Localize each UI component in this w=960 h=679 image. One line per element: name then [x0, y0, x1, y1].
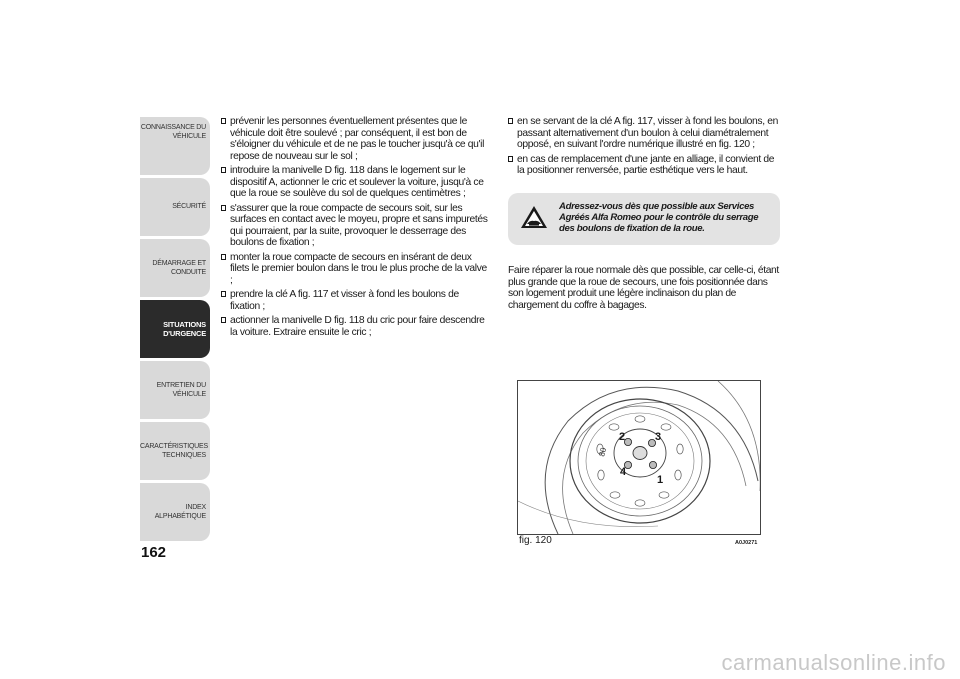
list-item	[221, 252, 491, 287]
list-item	[508, 116, 783, 151]
checkbox-bullet-icon	[221, 291, 226, 297]
checkbox-bullet-icon	[221, 254, 226, 260]
list-item	[508, 154, 783, 177]
bolt-label: 3	[655, 431, 662, 443]
watermark: carmanualsonline.info	[721, 650, 946, 675]
tab-situations-d-urgence[interactable]	[140, 300, 210, 358]
checkbox-bullet-icon	[508, 118, 513, 124]
tab-label: CONNAISSANCE DU VÉHICULE	[140, 124, 206, 140]
warning-triangle-icon	[520, 205, 548, 229]
checkbox-bullet-icon	[221, 167, 226, 173]
figure-wheel-bolt-order	[517, 380, 761, 535]
tab-label: DÉMARRAGE ET CONDUITE	[152, 260, 206, 276]
list-item-text: introduire la manivelle D fig. 118 dans le logement sur le dispositif A, actionner le cric et soulever la voiture, jusqu'à ce que la roue se soulève du sol de quelques centimètres ;	[230, 165, 484, 199]
page-number: 162	[141, 544, 167, 561]
rim-marking: 80	[597, 446, 609, 458]
instruction-list	[508, 116, 783, 177]
tab-entretien-du-vehicule[interactable]	[140, 361, 210, 419]
tab-label: INDEX ALPHABÉTIQUE	[154, 504, 206, 520]
list-item-text: s'assurer que la roue compacte de secours soit, sur les surfaces en contact avec le moyeu, propre et sans impuretés qui pourraient, par la suite, provoquer le desserrage des boulons de fixation ;	[230, 202, 488, 248]
tab-caracteristiques-techniques[interactable]	[140, 422, 210, 480]
bolt-label: 4	[620, 466, 627, 478]
list-item	[221, 315, 491, 338]
list-item	[221, 116, 491, 162]
figure-code: A0J0271	[735, 540, 758, 546]
warning-text: Adressez-vous dès que possible aux Services Agréés Alfa Romeo pour le contrôle du serrage des boulons de fixation de la roue.	[559, 201, 759, 234]
checkbox-bullet-icon	[221, 205, 226, 211]
tab-index-alphabetique[interactable]	[140, 483, 210, 541]
list-item	[221, 165, 491, 200]
list-item-text: prévenir les personnes éventuellement présentes que le véhicule doit être soulevé ; par conséquent, il est bon de s'éloigner du véhicule et de ne pas le toucher jusqu'à ce qu'il repose de nouveau sur le sol ;	[230, 116, 485, 162]
bolt-label: 1	[657, 474, 664, 486]
list-item	[221, 289, 491, 312]
instruction-list	[221, 116, 491, 338]
tab-label: SITUATIONS D'URGENCE	[163, 320, 206, 338]
figure-caption: fig. 120	[519, 535, 552, 546]
right-column	[508, 116, 783, 180]
list-item-text: monter la roue compacte de secours en insérant de deux filets le premier boulon dans le trou le plus proche de la valve ;	[230, 251, 487, 286]
left-column	[221, 116, 491, 341]
tab-demarrage-et-conduite[interactable]	[140, 239, 210, 297]
list-item-text: en se servant de la clé A fig. 117, visser à fond les boulons, en passant alternativement d'un boulon à celui diamétralement opposé, en suivant l'ordre numérique illustré en fig. 120 ;	[517, 116, 778, 150]
checkbox-bullet-icon	[508, 156, 513, 162]
wheel-illustration	[518, 381, 760, 534]
checkbox-bullet-icon	[221, 118, 226, 124]
list-item-text: prendre la clé A fig. 117 et visser à fond les boulons de fixation ;	[230, 289, 459, 312]
tab-label: ENTRETIEN DU VÉHICULE	[156, 382, 206, 398]
list-item-text: actionner la manivelle D fig. 118 du cric pour faire descendre la voiture. Extraire ensuite le cric ;	[230, 315, 485, 338]
tab-label: SÉCURITÉ	[172, 203, 206, 210]
tab-label: CARACTÉRISTIQUES TECHNIQUES	[140, 443, 208, 459]
body-paragraph: Faire réparer la roue normale dès que possible, car celle-ci, étant plus grande que la roue de secours, une fois positionnée dans son logement produit une légère inclinaison du plan de chargement du coffre à bagages.	[508, 265, 779, 311]
list-item	[221, 203, 491, 249]
list-item-text: en cas de remplacement d'une jante en alliage, il convient de la positionner renversée, partie esthétique vers le haut.	[517, 153, 775, 176]
warning-note	[508, 193, 780, 245]
tab-securite[interactable]	[140, 178, 210, 236]
checkbox-bullet-icon	[221, 317, 226, 323]
bolt-label: 2	[619, 431, 626, 443]
tab-connaissance-du-vehicule[interactable]	[140, 117, 210, 175]
